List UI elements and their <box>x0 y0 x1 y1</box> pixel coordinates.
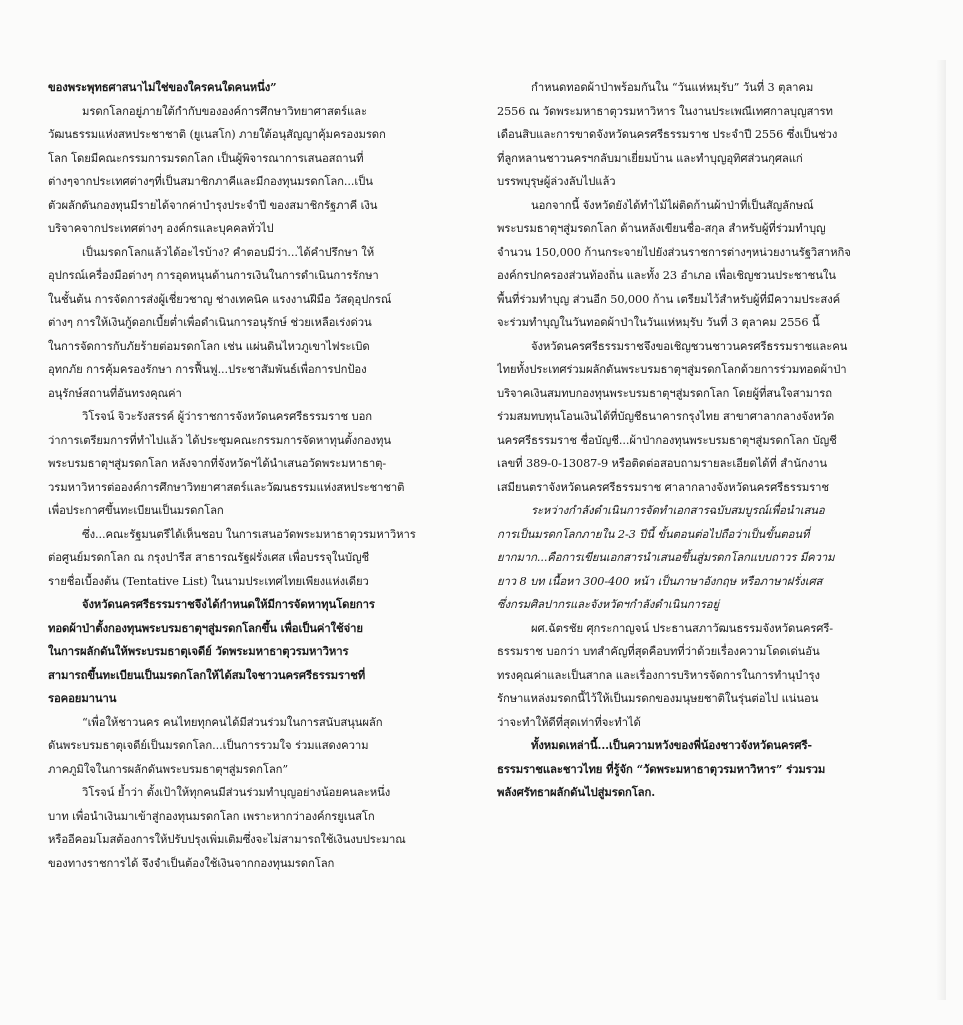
text-line: ภาคภูมิใจในการผลักดันพระบรมธาตุฯสู่มรดกโลก” <box>48 762 289 776</box>
paragraph <box>497 194 929 335</box>
text-line: ของทางราชการได้ จึงจำเป็นต้องใช้เงินจากกองทุนมรดกโลก <box>48 856 335 870</box>
text-line: บริจาคเงินสมทบกองทุนพระบรมธาตุฯสู่มรดกโลก โดยผู้ที่สนใจสามารถ <box>497 386 832 400</box>
text-line: บรรพบุรุษผู้ล่วงลับไปแล้ว <box>497 175 616 188</box>
left-column <box>48 76 486 875</box>
text-line: วรมหาวิหารต่อองค์การศึกษาวิทยาศาสตร์และวัฒนธรรมแห่งสหประชาชาติ <box>48 480 405 494</box>
text-line: เป็นมรดกโลกแล้วได้อะไรบ้าง? คำตอบมีว่า...ได้คำปรึกษา ให้ <box>82 245 375 259</box>
text-line: จำนวน 150,000 ก้านกระจายไปยังส่วนราชการต่างๆหน่วยงานรัฐวิสาหกิจ <box>497 245 851 259</box>
text-line: รายชื่อเบื้องต้น (Tentative List) ในนามประเทศไทยเพียงแห่งเดียว <box>48 574 369 588</box>
text-line: วิโรจน์ ย้ำว่า ตั้งเป้าให้ทุกคนมีส่วนร่วมทำบุญอย่างน้อยคนละหนึ่ง <box>82 786 391 799</box>
text-line: ทอดผ้าป่าตั้งกองทุนพระบรมธาตุฯสู่มรดกโลกขึ้น เพื่อเป็นค่าใช้จ่าย <box>48 620 363 635</box>
paragraph <box>48 711 486 782</box>
text-line: “เพื่อให้ชาวนคร คนไทยทุกคนได้มีส่วนร่วมในการสนับสนุนผลัก <box>82 715 383 729</box>
text-line: ธรรมราช บอกว่า บทสำคัญที่สุดคือบทที่ว่าด้วยเรื่องความโดดเด่นอัน <box>497 645 820 658</box>
text-line: ไทยทั้งประเทศร่วมผลักดันพระบรมธาตุฯสู่มรดกโลกด้วยการร่วมทอดผ้าป่า <box>497 363 847 376</box>
text-line: นครศรีธรรมราช ชื่อบัญชี...ผ้าป่ากองทุนพระบรมธาตุฯสู่มรดกโลก บัญชี <box>497 433 837 447</box>
text-line: พลังศรัทธาผลักดันไปสู่มรดกโลก. <box>497 785 656 799</box>
text-line: ต่างๆ การให้เงินกู้ดอกเบี้ยต่ำเพื่อดำเนินการอนุรักษ์ ช่วยเหลือเร่งด่วน <box>48 316 372 329</box>
text-line: ซึ่ง...คณะรัฐมนตรีได้เห็นชอบ ในการเสนอวัดพระมหาธาตุวรมหาวิหาร <box>82 527 416 541</box>
text-line: ผศ.ฉัตรชัย ศุกระกาญจน์ ประธานสภาวัฒนธรรมจังหวัดนครศรี- <box>531 621 834 635</box>
text-line: หรืออีคอมโมสต้องการให้ปรับปรุงเพิ่มเติมซึ่งจะไม่สามารถใช้เงินงบประมาณ <box>48 833 406 846</box>
paragraph <box>497 335 929 500</box>
text-line: วัฒนธรรมแห่งสหประชาชาติ (ยูเนสโก) ภายใต้อนุสัญญาคุ้มครองมรดก <box>48 128 386 141</box>
text-line: เลขที่ 389-0-13087-9 หรือติดต่อสอบถามรายละเอียดได้ที่ สำนักงาน <box>497 457 827 470</box>
text-line: เสมียนตราจังหวัดนครศรีธรรมราช ศาลากลางจังหวัดนครศรีธรรมราช <box>497 480 829 494</box>
text-line: นอกจากนี้ จังหวัดยังได้ทำไม้ไผ่ติดก้านผ้าป่าที่เป็นสัญลักษณ์ <box>531 198 814 212</box>
text-line: ดันพระบรมธาตุเจดีย์เป็นมรดกโลก...เป็นการรวมใจ ร่วมแสดงความ <box>48 739 369 752</box>
paragraph <box>497 499 929 617</box>
text-line: องค์กรปกครองส่วนท้องถิ่น และทั้ง 23 อำเภอ เพื่อเชิญชวนประชาชนใน <box>497 269 836 282</box>
text-line: ในการผลักดันให้พระบรมธาตุเจดีย์ วัดพระมหาธาตุวรมหาวิหาร <box>48 644 349 658</box>
text-line: จังหวัดนครศรีธรรมราชจึงได้กำหนดให้มีการจัดหาทุนโดยการ <box>82 597 375 611</box>
text-line: การเป็นมรดกโลกภายใน 2-3 ปีนี้ ขั้นตอนต่อไปถือว่าเป็นขั้นตอนที่ <box>497 527 810 541</box>
text-line: เดือนสิบและการขาดจังหวัดนครศรีธรรมราช ประจำปี 2556 ซึ่งเป็นช่วง <box>497 128 838 141</box>
paragraph <box>48 523 486 594</box>
text-line: ต่างๆจากประเทศต่างๆที่เป็นสมาชิกภาคีและมีกองทุนมรดกโลก...เป็น <box>48 175 373 188</box>
text-line: สามารถขึ้นทะเบียนเป็นมรดกโลกให้ได้สมใจชาวนครศรีธรรมราชที่ <box>48 667 366 682</box>
text-line: ร่วมสมทบทุนโอนเงินได้ที่บัญชีธนาคารกรุงไทย สาขาศาลากลางจังหวัด <box>497 410 835 423</box>
text-line: บาท เพื่อนำเงินมาเข้าสู่กองทุนมรดกโลก เพราะหากว่าองค์กรยูเนสโก <box>48 809 375 823</box>
text-line: ซึ่งกรมศิลปากรและจังหวัดฯกำลังดำเนินการอยู่ <box>497 598 719 611</box>
text-line: ของพระพุทธศาสนาไม่ใช่ของใครคนใดคนหนึ่ง” <box>48 80 277 94</box>
text-line: บริจาคจากประเทศต่างๆ องค์กรและบุคคลทั่วไป <box>48 222 274 235</box>
text-line: ที่ลูกหลานชาวนครฯกลับมาเยี่ยมบ้าน และทำบุญอุทิศส่วนกุศลแก่ <box>497 151 803 165</box>
paragraph <box>497 734 929 805</box>
paragraph <box>48 781 486 875</box>
text-line: ว่าการเตรียมการที่ทำไปแล้ว ได้ประชุมคณะกรรมการจัดหาทุนตั้งกองทุน <box>48 433 391 447</box>
right-column <box>497 76 929 805</box>
text-line: ว่าจะทำให้ดีที่สุดเท่าที่จะทำได้ <box>497 715 641 729</box>
text-line: มรดกโลกอยู่ภายใต้กำกับขององค์การศึกษาวิทยาศาสตร์และ <box>82 104 367 118</box>
text-line: ต่อศูนย์มรดกโลก ณ กรุงปารีส สาธารณรัฐฝรั่งเศส เพื่อบรรจุในบัญชี <box>48 551 370 564</box>
text-line: ยากมาก...คือการเขียนเอกสารนำเสนอขึ้นสู่มรดกโลกแบบถาวร มีความ <box>497 551 835 564</box>
paragraph <box>497 617 929 735</box>
text-line: จะร่วมทำบุญในวันทอดผ้าป่าในวันแห่หมฺรับ วันที่ 3 ตุลาคม 2556 นี้ <box>497 316 820 329</box>
text-line: อุปกรณ์เครื่องมือต่างๆ การอุดหนุนด้านการเงินในการดำเนินการรักษา <box>48 269 379 282</box>
paragraph <box>48 76 486 100</box>
text-line: ยาว 8 บท เนื้อหา 300-400 หน้า เป็นภาษาอังกฤษ หรือภาษาฝรั่งเศส <box>497 574 823 588</box>
text-line: อนุรักษ์สถานที่อันทรงคุณค่า <box>48 386 182 400</box>
text-line: พระบรมธาตุฯสู่มรดกโลก ด้านหลังเขียนชื่อ-สกุล สำหรับผู้ที่ร่วมทำบุญ <box>497 222 826 235</box>
text-line: พระบรมธาตุฯสู่มรดกโลก หลังจากที่จังหวัดฯได้นำเสนอวัดพระมหาธาตุ- <box>48 457 387 470</box>
text-line: พื้นที่ร่วมทำบุญ ส่วนอีก 50,000 ก้าน เตรียมไว้สำหรับผู้ที่มีความประสงค์ <box>497 292 841 306</box>
paragraph <box>497 76 929 194</box>
text-line: ในชั้นต้น การจัดการส่งผู้เชี่ยวชาญ ช่างเทคนิค แรงงานฝีมือ วัสดุอุปกรณ์ <box>48 292 392 306</box>
text-line: 2556 ณ วัดพระมหาธาตุวรมหาวิหาร ในงานประเพณีเทศกาลบุญสารท <box>497 104 833 118</box>
text-line: โลก โดยมีคณะกรรมการมรดกโลก เป็นผู้พิจารณาการเสนอสถานที่ <box>48 151 364 165</box>
text-line: เพื่อประกาศขึ้นทะเบียนเป็นมรดกโลก <box>48 504 224 517</box>
text-line: รอคอยมานาน <box>48 691 117 705</box>
text-line: ระหว่างกำลังดำเนินการจัดทำเอกสารฉบับสมบูรณ์เพื่อนำเสนอ <box>531 504 825 517</box>
paragraph <box>48 405 486 523</box>
text-line: ตัวผลักดันกองทุนมีรายได้จากค่าบำรุงประจำปี ของสมาชิกรัฐภาคี เงิน <box>48 198 378 212</box>
paragraph <box>48 100 486 241</box>
scan-edge-shadow <box>936 60 946 1000</box>
paragraph <box>48 593 486 711</box>
text-line: ทั้งหมดเหล่านี้...เป็นความหวังของพี่น้องชาวจังหวัดนครศรี- <box>531 738 813 752</box>
text-line: ธรรมราชและชาวไทย ที่รู้จัก “วัดพระมหาธาตุวรมหาวิหาร” ร่วมรวม <box>497 761 826 776</box>
text-line: ในการจัดการกับภัยร้ายต่อมรดกโลก เช่น แผ่นดินไหวภูเขาไฟระเบิด <box>48 339 370 353</box>
text-line: กำหนดทอดผ้าป่าพร้อมกันใน “วันแห่หมฺรับ” วันที่ 3 ตุลาคม <box>531 81 814 94</box>
text-line: จังหวัดนครศรีธรรมราชจึงขอเชิญชวนชาวนครศรีธรรมราชและคน <box>531 339 848 353</box>
text-line: ทรงคุณค่าและเป็นสากล และเรื่องการบริหารจัดการในการทำนุบำรุง <box>497 668 820 682</box>
text-line: อุทกภัย การคุ้มครองรักษา การฟื้นฟู...ประชาสัมพันธ์เพื่อการปกป้อง <box>48 363 367 376</box>
paragraph <box>48 241 486 406</box>
text-line: วิโรจน์ จิวะรังสรรค์ ผู้ว่าราชการจังหวัดนครศรีธรรมราช บอก <box>82 410 373 423</box>
text-line: รักษาแหล่งมรดกนี้ไว้ให้เป็นมรดกของมนุษยชาติในรุ่นต่อไป แน่นอน <box>497 692 819 705</box>
